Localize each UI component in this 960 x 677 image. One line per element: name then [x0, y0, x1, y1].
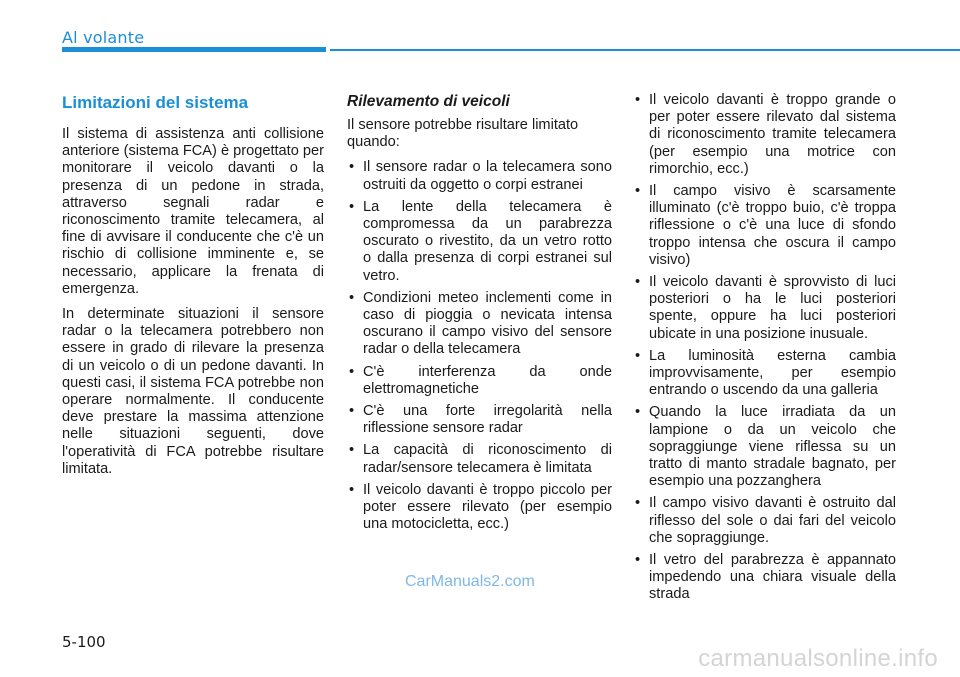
watermark-link[interactable]: CarManuals2.com — [405, 573, 535, 590]
paragraph: Il sistema di assistenza anti collisione anteriore (sistema FCA) è progettato per monitorare il veicolo davanti o la presenza di un pedone in strada, attraverso segnali radar e riconoscimento tramite telecamera, al fine di avvisare il conducente che c'è un rischio di collisione imminente e, se necessario, applicare la frenata di emergenza. — [62, 126, 324, 297]
list-item: • La luminosità esterna cambia improvvisamente, per esempio entrando o uscendo da una galleria — [633, 348, 896, 400]
bullet-list — [633, 92, 896, 604]
header-rule-thick — [62, 47, 326, 52]
list-item: • C'è interferenza da onde elettromagnetiche — [347, 364, 612, 398]
list-item: • Il vetro del parabrezza è appannato impedendo una chiara visuale della strada — [633, 552, 896, 604]
list-item: • Il veicolo davanti è troppo grande o per poter essere rilevato dal sistema di riconoscimento tramite telecamera (per esempio una motrice con rimorchio, ecc.) — [633, 92, 896, 178]
list-item: • Il veicolo davanti è sprovvisto di luci posteriori o ha le luci posteriori spente, oppure ha luci posteriori ubicate in una posizione inusuale. — [633, 274, 896, 343]
list-item: • Il campo visivo è scarsamente illuminato (c'è troppo buio, c'è troppa riflessione o c'è una luce di sfondo troppo intensa che oscura il campo visivo) — [633, 183, 896, 269]
list-item: • La capacità di riconoscimento di radar/sensore telecamera è limitata — [347, 442, 612, 476]
list-item: • Quando la luce irradiata da un lampione o da un veicolo che sopraggiunge viene riflessa su un tratto di manto stradale bagnato, per esempio una pozzanghera — [633, 404, 896, 490]
section-heading: Limitazioni del sistema — [62, 93, 249, 112]
column-middle — [347, 92, 612, 538]
intro-paragraph: Il sensore potrebbe risultare limitato quando: — [347, 117, 579, 151]
list-item: • La lente della telecamera è compromessa da un parabrezza oscurato o rivestito, da un vetro rotto o dalla presenza di corpi estranei sul vetro. — [347, 199, 612, 285]
page-number: 5-100 — [62, 633, 106, 651]
list-item: • Il campo visivo davanti è ostruito dal riflesso del sole o dai fari del veicolo che sopraggiunge. — [633, 495, 896, 547]
list-item: • Il sensore radar o la telecamera sono ostruiti da oggetto o corpi estranei — [347, 159, 612, 193]
list-item: • C'è una forte irregolarità nella riflessione sensore radar — [347, 403, 612, 437]
column-right — [633, 92, 896, 609]
column-left — [62, 92, 324, 486]
footer-watermark: carmanualsonline.info — [698, 645, 938, 672]
header-rule-thin — [330, 49, 960, 51]
bullet-list — [347, 159, 612, 533]
paragraph: In determinate situazioni il sensore radar o la telecamera potrebbero non essere in grado di rilevare la presenza di un veicolo o di un pedone davanti. In questi casi, il sistema FCA potrebbe non operare normalmente. Il conducente deve prestare la massima attenzione nelle situazioni seguenti, dove l'operatività di FCA potrebbe risultare limitata. — [62, 306, 324, 477]
chapter-title: Al volante — [62, 28, 145, 47]
list-item: • Condizioni meteo inclementi come in caso di pioggia o nevicata intensa oscurano il campo visivo del sensore radar o della telecamera — [347, 290, 612, 359]
list-item: • Il veicolo davanti è troppo piccolo per poter essere rilevato (per esempio una motocicletta, ecc.) — [347, 482, 612, 534]
subsection-heading: Rilevamento di veicoli — [347, 93, 510, 110]
